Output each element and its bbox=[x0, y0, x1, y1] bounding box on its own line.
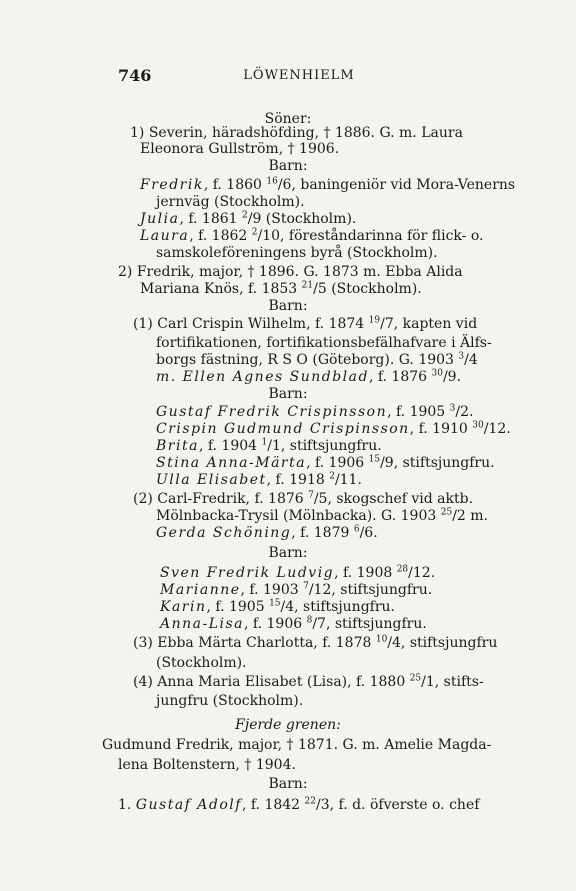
text-line: fortifikationen, fortifikationsbefälhafvare i Älfs- bbox=[156, 335, 492, 351]
text-line: 2) Fredrik, major, † 1896. G. 1873 m. Ebba Alida bbox=[118, 264, 463, 280]
page-header bbox=[118, 66, 480, 86]
text-line: Marianne, f. 1903 $^7$/12, stiftsjungfru. bbox=[160, 581, 433, 598]
text-line: jungfru (Stockholm). bbox=[156, 693, 304, 709]
text-line: Gudmund Fredrik, major, † 1871. G. m. Amelie Magda- bbox=[102, 737, 492, 753]
text-line: (3) Ebba Märta Charlotta, f. 1878 $^{10}$/4, stiftsjungfru bbox=[133, 634, 498, 651]
page-number: 746 bbox=[118, 66, 152, 85]
text-line: Crispin Gudmund Crispinsson, f. 1910 $^{30}$/12. bbox=[156, 420, 511, 437]
text-line: 1) Severin, häradshöfding, † 1886. G. m. Laura bbox=[130, 125, 463, 141]
text-line: Barn: bbox=[268, 158, 308, 174]
text-line: samskoleföreningens byrå (Stockholm). bbox=[156, 245, 438, 261]
text-line: Anna-Lisa, f. 1906 $^8$/7, stiftsjungfru. bbox=[160, 615, 427, 632]
text-line: Karin, f. 1905 $^{15}$/4, stiftsjungfru. bbox=[160, 598, 395, 615]
text-line: Gerda Schöning, f. 1879 $^6$/6. bbox=[156, 524, 378, 541]
text-line: Sven Fredrik Ludvig, f. 1908 $^{28}$/12. bbox=[160, 564, 436, 581]
text-line: borgs fästning, R S O (Göteborg). G. 1903 $^3$/4 bbox=[156, 351, 478, 368]
text-line: lena Boltenstern, † 1904. bbox=[118, 757, 296, 773]
text-line: Julia, f. 1861 $^2$/9 (Stockholm). bbox=[140, 210, 357, 227]
text-line: Barn: bbox=[268, 776, 308, 792]
text-line: (4) Anna Maria Elisabet (Lisa), f. 1880 $^{25}$/1, stifts- bbox=[133, 673, 484, 690]
text-line: m. Ellen Agnes Sundblad, f. 1876 $^{30}$/9. bbox=[156, 368, 462, 385]
text-line: (2) Carl-Fredrik, f. 1876 $^7$/5, skogschef vid aktb. bbox=[133, 490, 474, 507]
text-line: Barn: bbox=[268, 386, 308, 402]
text-line: Barn: bbox=[268, 298, 308, 314]
text-line: Eleonora Gullström, † 1906. bbox=[140, 141, 340, 157]
text-line: Mölnbacka-Trysil (Mölnbacka). G. 1903 $^{25}$/2 m. bbox=[156, 507, 488, 524]
text-line: (1) Carl Crispin Wilhelm, f. 1874 $^{19}$/7, kapten vid bbox=[133, 315, 478, 332]
text-line: 1. Gustaf Adolf, f. 1842 $^{22}$/3, f. d. öfverste o. chef bbox=[118, 796, 480, 813]
text-line: Ulla Elisabet, f. 1918 $^2$/11. bbox=[156, 471, 362, 488]
text-line: Brita, f. 1904 $^1$/1, stiftsjungfru. bbox=[156, 437, 382, 454]
text-line: Stina Anna-Märta, f. 1906 $^{15}$/9, stiftsjungfru. bbox=[156, 454, 495, 471]
text-line: Laura, f. 1862 $^2$/10, föreståndarinna för flick- o. bbox=[140, 227, 484, 244]
text-line: Barn: bbox=[268, 545, 308, 561]
text-line: (Stockholm). bbox=[156, 655, 247, 671]
text-line: Mariana Knös, f. 1853 $^{21}$/5 (Stockholm). bbox=[140, 280, 422, 297]
text-line: jernväg (Stockholm). bbox=[156, 194, 305, 210]
text-line: Fjerde grenen: bbox=[235, 717, 341, 733]
text-line: Fredrik, f. 1860 $^{16}$/6, baningeniör vid Mora-Venerns bbox=[140, 176, 516, 193]
running-title: LÖWENHIELM bbox=[243, 68, 355, 83]
text-line: Gustaf Fredrik Crispinsson, f. 1905 $^3$/2. bbox=[156, 403, 474, 420]
text-line: Söner: bbox=[264, 111, 312, 127]
